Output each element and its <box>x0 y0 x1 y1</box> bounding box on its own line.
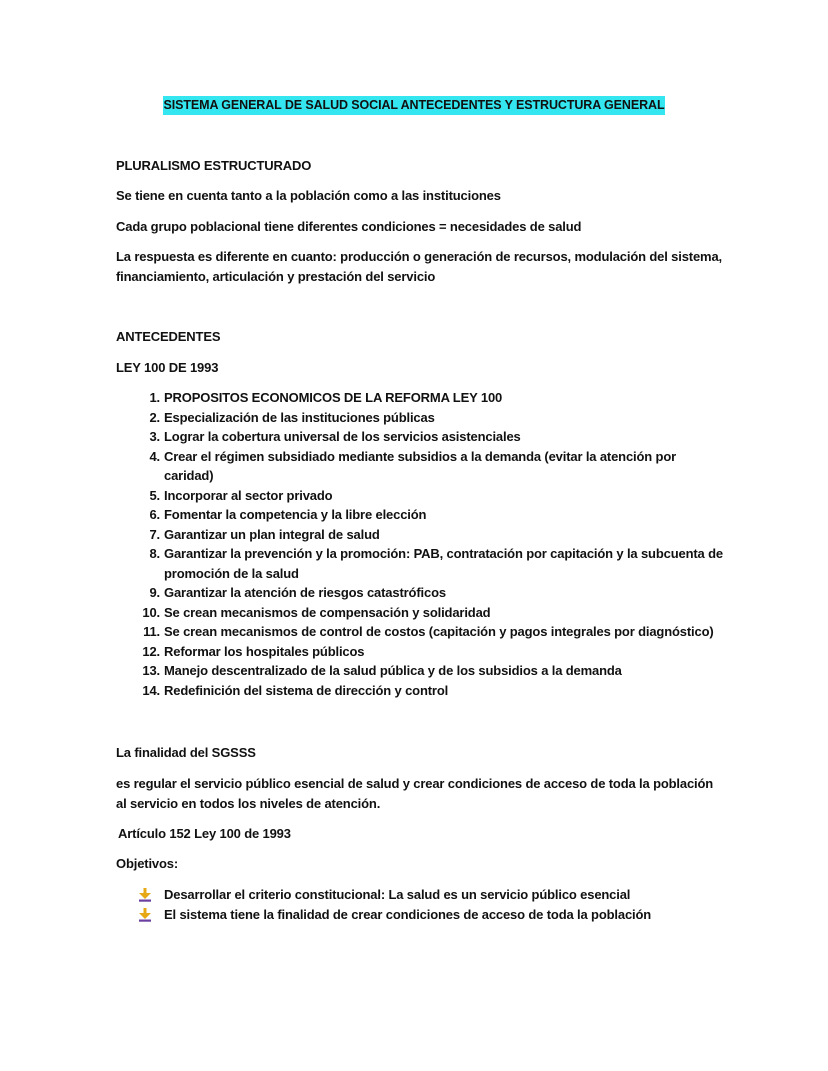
list-item-number: 13. <box>142 663 160 678</box>
list-item-text: Lograr la cobertura universal de los servicios asistenciales <box>164 429 521 444</box>
list-item-number: 4. <box>149 448 160 464</box>
list-item-text: Manejo descentralizado de la salud pública y de los subsidios a la demanda <box>164 663 622 678</box>
list-item <box>116 505 726 525</box>
antecedentes-heading: ANTECEDENTES <box>116 329 221 344</box>
list-item-number: 3. <box>149 429 160 444</box>
list-item-number: 14. <box>142 682 160 698</box>
list-item-text: Se crean mecanismos de control de costos (capitación y pagos integrales por diagnóstico) <box>164 624 714 639</box>
list-item <box>116 447 726 486</box>
list-item <box>116 486 726 506</box>
list-item-number: 10. <box>142 604 160 620</box>
list-item <box>116 525 726 545</box>
list-item <box>116 603 726 623</box>
finalidad-heading: La finalidad del SGSSS <box>116 745 256 760</box>
pluralismo-paragraph-2: Cada grupo poblacional tiene diferentes condiciones = necesidades de salud <box>116 219 582 234</box>
list-item <box>116 681 726 701</box>
list-item-text: Desarrollar el criterio constitucional: La salud es un servicio público esencial <box>164 887 631 902</box>
list-item-number: 1. <box>149 390 160 405</box>
list-item-text: Reformar los hospitales públicos <box>164 643 365 659</box>
list-item-number: 9. <box>149 585 160 600</box>
objetivos-list <box>116 885 726 924</box>
list-item-text: El sistema tiene la finalidad de crear condiciones de acceso de toda la población <box>164 906 652 922</box>
list-item-number: 7. <box>149 526 160 542</box>
list-item-text: Garantizar un plan integral de salud <box>164 526 380 542</box>
list-item-number: 2. <box>149 409 160 425</box>
down-arrow-bullet-icon <box>138 908 152 922</box>
list-item <box>116 905 726 925</box>
list-item-text: PROPOSITOS ECONOMICOS DE LA REFORMA LEY 100 <box>164 390 503 405</box>
list-item-text: Redefinición del sistema de dirección y control <box>164 682 449 698</box>
list-item <box>116 388 726 408</box>
pluralismo-heading: PLURALISMO ESTRUCTURADO <box>116 158 312 173</box>
list-item-text: Se crean mecanismos de compensación y solidaridad <box>164 604 491 620</box>
list-item-text: Garantizar la prevención y la promoción: PAB, contratación por capitación y la subcuenta de promoción de la salud <box>164 546 723 581</box>
pluralismo-paragraph-1: Se tiene en cuenta tanto a la población como a las instituciones <box>116 188 501 203</box>
list-item-text: Crear el régimen subsidiado mediante subsidios a la demanda (evitar la atención por caridad) <box>164 448 677 483</box>
list-item-number: 11. <box>143 624 160 639</box>
list-item-number: 8. <box>149 546 160 561</box>
list-item-text: Incorporar al sector privado <box>164 487 333 503</box>
pluralismo-paragraph-3: La respuesta es diferente en cuanto: producción o generación de recursos, modulación del sistema, financiamiento, articulación y prestación del servicio <box>116 249 723 284</box>
list-item-number: 12. <box>142 643 160 659</box>
objetivos-heading: Objetivos: <box>116 856 179 871</box>
down-arrow-bullet-icon <box>138 888 152 902</box>
list-item-text: Garantizar la atención de riesgos catastróficos <box>164 585 446 600</box>
articulo-reference: Artículo 152 Ley 100 de 1993 <box>118 826 291 841</box>
list-item <box>116 622 726 642</box>
ley-heading: LEY 100 DE 1993 <box>116 360 219 375</box>
list-item <box>116 408 726 428</box>
list-item <box>116 583 726 603</box>
list-item <box>116 885 726 905</box>
list-item-text: Especialización de las instituciones públicas <box>164 409 435 425</box>
list-item <box>116 661 726 681</box>
list-item-number: 6. <box>149 507 160 522</box>
list-item <box>116 427 726 447</box>
title-container <box>0 96 828 115</box>
list-item-number: 5. <box>149 487 160 503</box>
document-title: SISTEMA GENERAL DE SALUD SOCIAL ANTECEDENTES Y ESTRUCTURA GENERAL <box>163 96 666 115</box>
antecedentes-list <box>116 388 726 700</box>
list-item-text: Fomentar la competencia y la libre elección <box>164 507 427 522</box>
list-item <box>116 642 726 662</box>
list-item <box>116 544 726 583</box>
finalidad-paragraph: es regular el servicio público esencial de salud y crear condiciones de acceso de toda la población al servicio en todos los niveles de atención. <box>116 776 714 811</box>
